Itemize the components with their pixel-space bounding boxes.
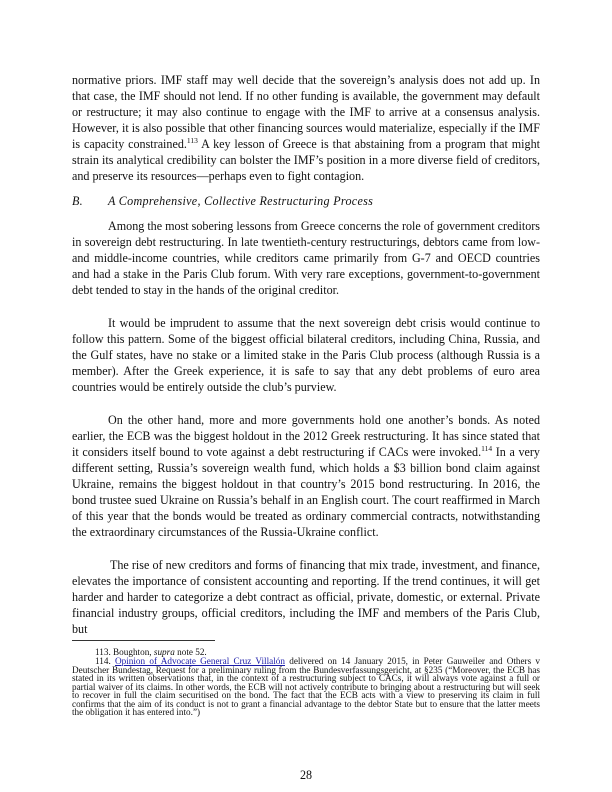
footnote-text: Boughton, xyxy=(110,647,154,657)
page-number: 28 xyxy=(299,768,313,782)
body-paragraph-3: It would be imprudent to assume that the next sovereign debt crisis would continue to follow this pattern. Some of the biggest official bilateral creditors, including China, Russia, and the Gulf states, have no stake or a limited stake in the Paris Club process (although Russia is a member). After the Greek experience, it is safe to say that any debt problems of euro area countries would be entirely outside the club’s purview. xyxy=(72,316,540,394)
footnote-italic: supra xyxy=(153,647,175,657)
paragraph-text: A key lesson of Greece is that abstaining from a program that might strain its analytical credibility can bolster the IMF’s position in a more diverse field of creditors, and preserve its resources—perhaps even to fight contagion. xyxy=(72,137,540,183)
footnote-114 xyxy=(72,657,540,717)
footnote-text: note 52. xyxy=(174,647,207,657)
footnote-number: 114. xyxy=(95,656,111,666)
body-paragraph-2: Among the most sobering lessons from Greece concerns the role of government creditors in sovereign debt restructuring. In late twentieth-century restructurings, debtors came from low- and middle-income countries, while creditors came primarily from G-7 and OECD countries and had a stake in the Paris Club forum. With very rare exceptions, government-to-government debt tended to stay in the hands of the original creditor. xyxy=(72,219,540,297)
footnote-ref-114[interactable]: 114 xyxy=(481,444,493,453)
footnote-text: delivered on 14 January 2015, in Peter Gauweiler and Others v Deutscher Bundestag, Request for a preliminary ruling from the Bundesverfassungsgericht, at §235 (“Moreover, the ECB has stated in its written observations that, in the context of a restructuring subject to CACs, it will always vote against a full or partial waiver of its claims. In other words, the ECB will not actively contribute to bringing about a restructuring but will seek to recover in full the claim securitised on the bond. The fact that the ECB acts with a view to preserving its claim in full confirms that the aim of its conduct is not to grant a financial advantage to the debtor State but to ensure that the latter meets the obligation it has entered into.”) xyxy=(72,656,541,717)
body-paragraph-1 xyxy=(72,72,540,184)
paragraph-text: On the other hand, more and more governments hold one another’s bonds. As noted earlier, the ECB was the biggest holdout in the 2012 Greek restructuring. It has since stated that it considers itself bound to vote against a debt restructuring if CACs were invoked. xyxy=(72,413,540,459)
footnote-number: 113. xyxy=(95,647,111,657)
section-number: B. xyxy=(72,194,84,208)
body-paragraph-5: The rise of new creditors and forms of financing that mix trade, investment, and finance, elevates the importance of consistent accounting and reporting. If the trend continues, it will get harder and harder to categorize a debt contract as official, private, domestic, or external. Private financial industry groups, official creditors, including the IMF and members of the Paris Club, but xyxy=(72,558,540,636)
opinion-link[interactable]: Opinion of Advocate General Cruz Villalón xyxy=(115,656,285,666)
paragraph-text: In a very different setting, Russia’s sovereign wealth fund, which holds a $3 billion bond claim against Ukraine, remains the biggest holdout in that country’s 2015 bond restructuring. In 2016, the bond trustee sued Ukraine on Russia’s behalf in an English court. The court reaffirmed in March of this year that the bonds would be treated as ordinary commercial contracts, notwithstanding the extraordinary circumstances of the Russia-Ukraine conflict. xyxy=(72,445,540,539)
footnote-ref-113[interactable]: 113 xyxy=(186,136,198,145)
body-paragraph-4 xyxy=(72,412,540,540)
footnote-divider xyxy=(72,640,215,641)
paragraph-text: normative priors. IMF staff may well decide that the sovereign’s analysis does not add up. In that case, the IMF should not lend. If no other funding is available, the government may default or restructure; it may also continue to engage with the IMF to arrive at a consensus analysis. However, it is also possible that other financing sources would materialize, especially if the IMF is capacity constrained. xyxy=(72,73,540,151)
section-title: A Comprehensive, Collective Restructuring Process xyxy=(108,194,374,208)
section-heading xyxy=(72,193,373,209)
